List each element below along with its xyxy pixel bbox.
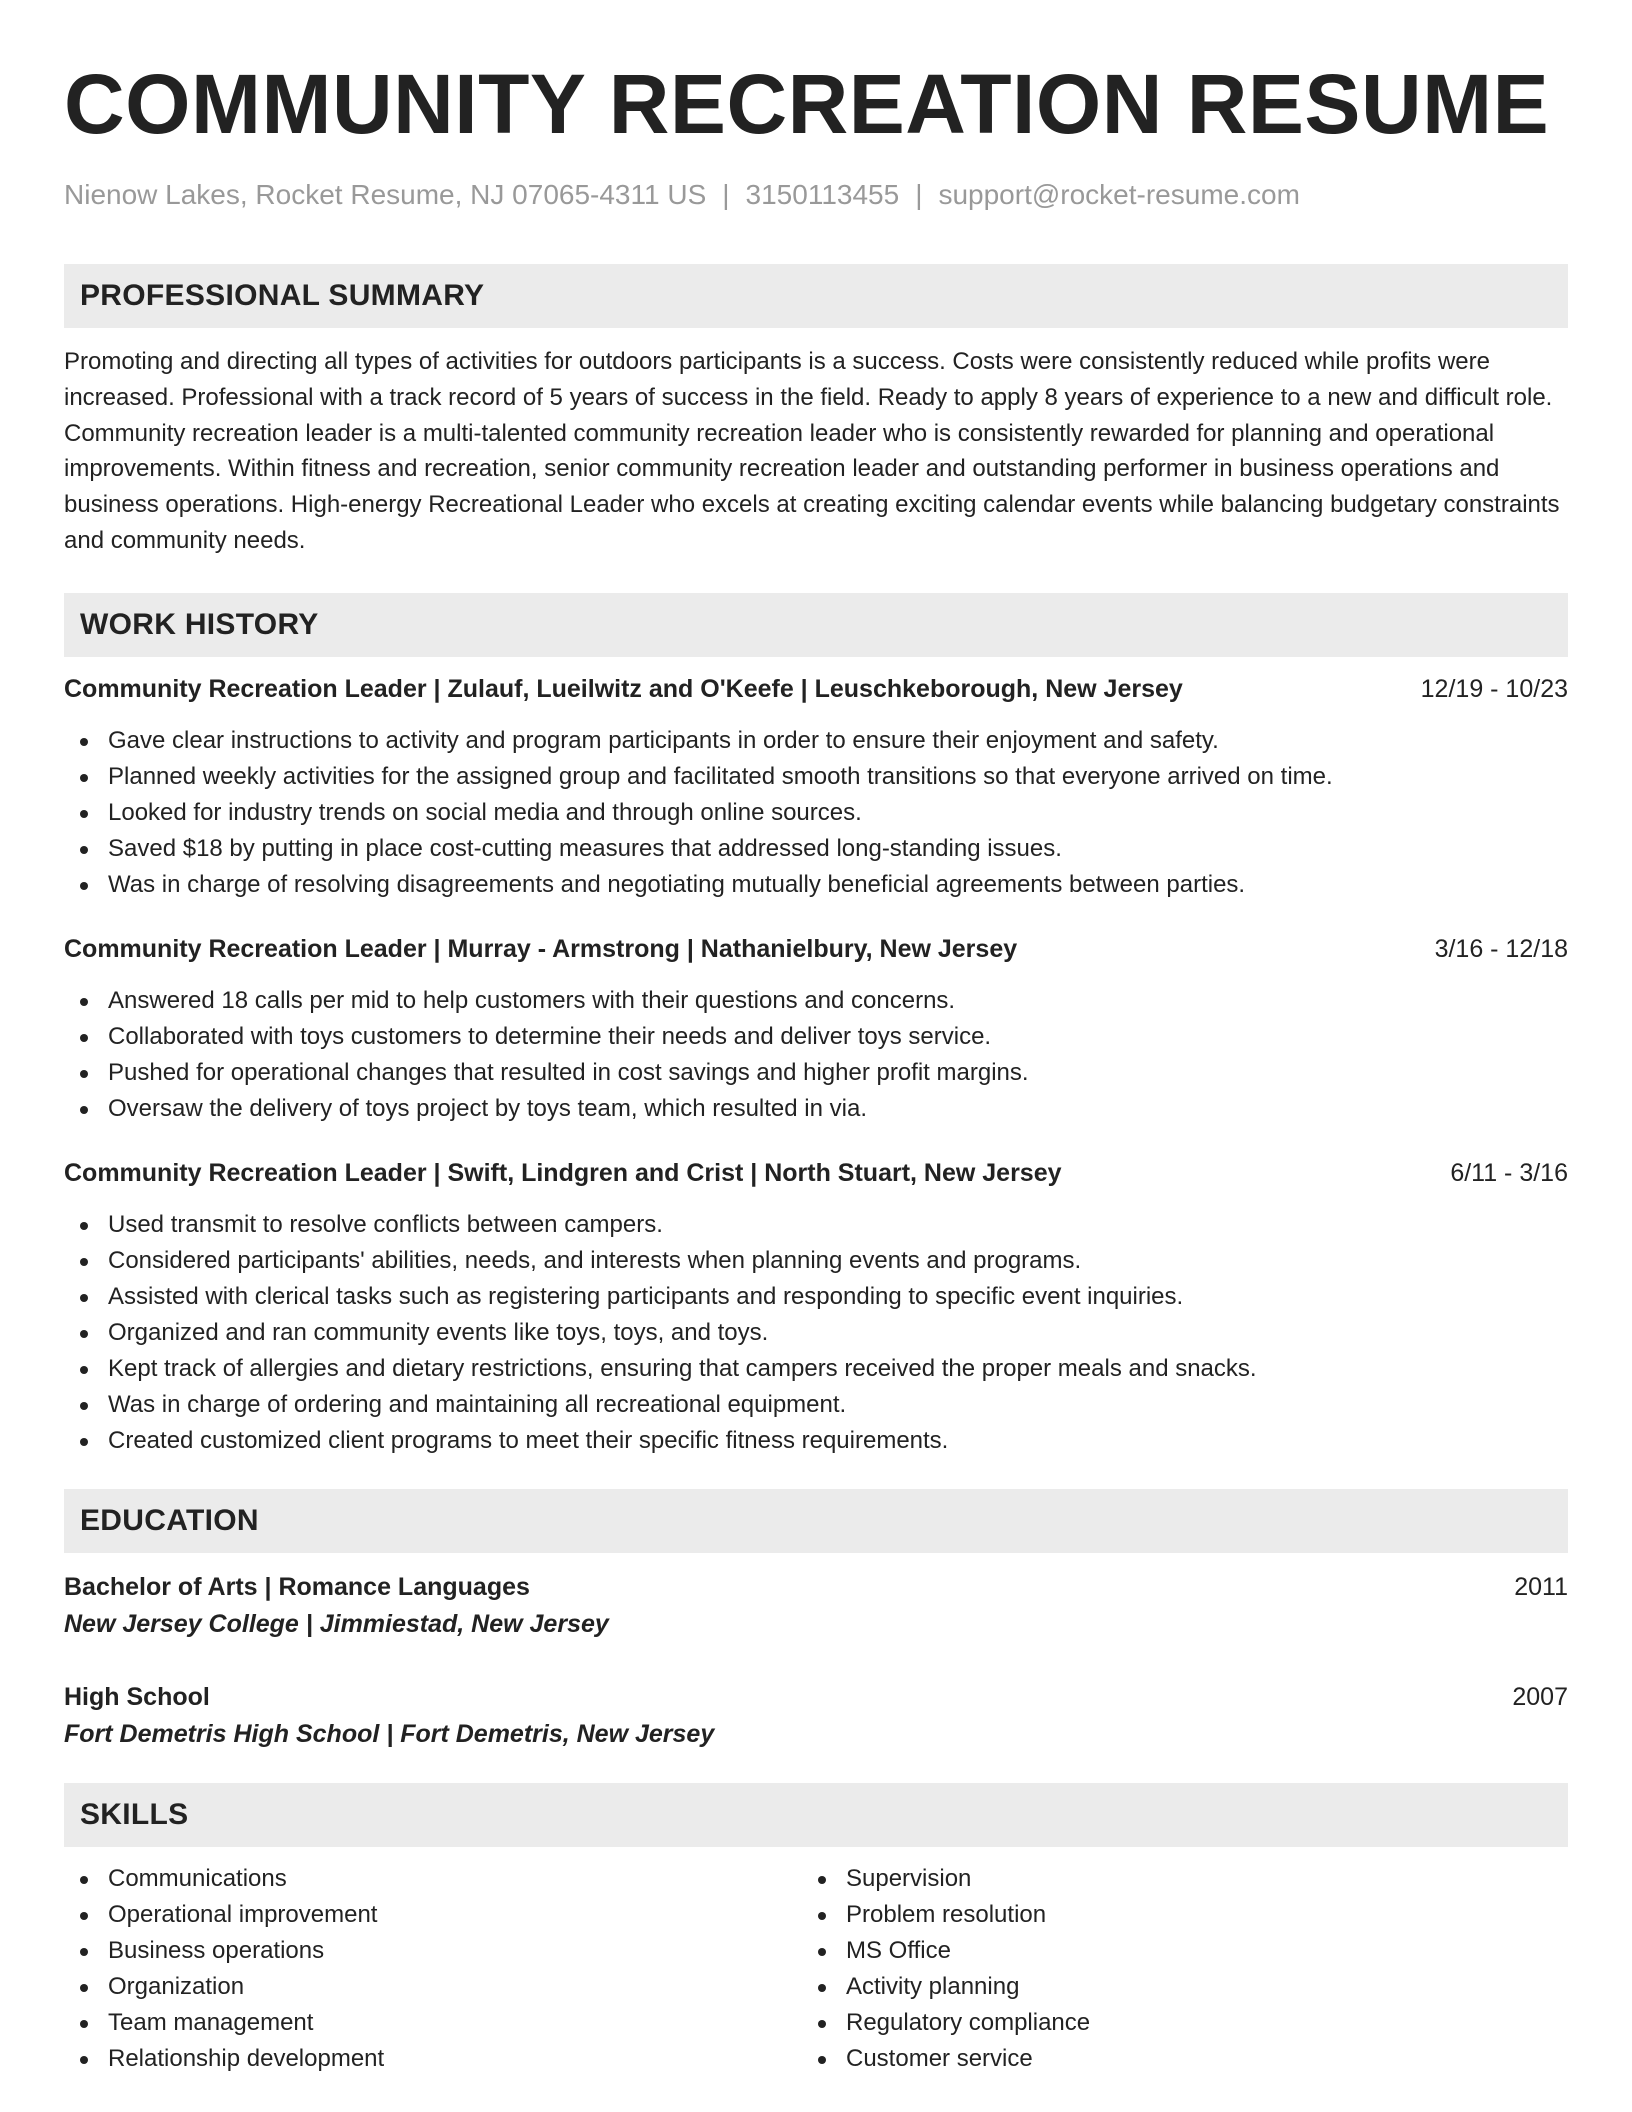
education-entry: [64, 1679, 1568, 1753]
list-item: Used transmit to resolve conflicts between campers.: [64, 1207, 1568, 1243]
skill-item: Organization: [64, 1969, 802, 2005]
contact-separator: |: [722, 179, 730, 210]
skill-item: Team management: [64, 2005, 802, 2041]
contact-email: support@rocket-resume.com: [938, 179, 1300, 210]
job-bullets: [64, 983, 1568, 1127]
contact-phone: 3150113455: [745, 179, 900, 210]
list-item: Saved $18 by putting in place cost-cutting measures that addressed long-standing issues.: [64, 831, 1568, 867]
job-header: [64, 933, 1568, 965]
contact-separator: |: [915, 179, 923, 210]
list-item: Assisted with clerical tasks such as registering participants and responding to specific event inquiries.: [64, 1279, 1568, 1315]
education-header: [64, 1679, 1568, 1715]
job-bullets: [64, 723, 1568, 903]
list-item: Considered participants' abilities, needs, and interests when planning events and programs.: [64, 1243, 1568, 1279]
education-degree: High School: [64, 1682, 210, 1711]
list-item: Kept track of allergies and dietary restrictions, ensuring that campers received the proper meals and snacks.: [64, 1351, 1568, 1387]
list-item: Organized and ran community events like toys, toys, and toys.: [64, 1315, 1568, 1351]
skill-item: Relationship development: [64, 2041, 802, 2077]
job-dates: 3/16 - 12/18: [1434, 934, 1568, 963]
list-item: Looked for industry trends on social media and through online sources.: [64, 795, 1568, 831]
list-item: Was in charge of resolving disagreements and negotiating mutually beneficial agreements between parties.: [64, 867, 1568, 903]
job-title: Community Recreation Leader | Zulauf, Lueilwitz and O'Keefe | Leuschkeborough, New Jersey: [64, 674, 1183, 703]
skill-item: Supervision: [802, 1861, 1540, 1897]
section-heading: PROFESSIONAL SUMMARY: [80, 279, 485, 312]
skills-column-left: [64, 1861, 802, 2077]
education-year: 2007: [1512, 1682, 1568, 1711]
job-header: [64, 1157, 1568, 1189]
skills-grid: [64, 1861, 1568, 2077]
skill-item: Customer service: [802, 2041, 1540, 2077]
skill-item: Activity planning: [802, 1969, 1540, 2005]
list-item: Planned weekly activities for the assigned group and facilitated smooth transitions so that everyone arrived on time.: [64, 759, 1568, 795]
job-dates: 12/19 - 10/23: [1420, 674, 1568, 703]
contact-address: Nienow Lakes, Rocket Resume, NJ 07065-4311 US: [64, 179, 707, 210]
section-header-education: [64, 1489, 1568, 1553]
skill-item: Communications: [64, 1861, 802, 1897]
job-entry: [64, 673, 1568, 903]
section-header-summary: [64, 264, 1568, 328]
resume-title: COMMUNITY RECREATION RESUME: [64, 57, 1550, 151]
list-item: Pushed for operational changes that resulted in cost savings and higher profit margins.: [64, 1055, 1568, 1091]
education-school: New Jersey College | Jimmiestad, New Jersey: [64, 1609, 609, 1638]
education-entry: [64, 1569, 1568, 1643]
job-title: Community Recreation Leader | Swift, Lindgren and Crist | North Stuart, New Jersey: [64, 1158, 1062, 1187]
list-item: Oversaw the delivery of toys project by toys team, which resulted in via.: [64, 1091, 1568, 1127]
resume-page: [64, 0, 1568, 2077]
section-heading: SKILLS: [80, 1797, 189, 1831]
section-header-skills: [64, 1783, 1568, 1847]
skill-item: MS Office: [802, 1933, 1540, 1969]
list-item: Collaborated with toys customers to determine their needs and deliver toys service.: [64, 1019, 1568, 1055]
section-header-work-history: [64, 593, 1568, 657]
education-header: [64, 1569, 1568, 1605]
skill-item: Business operations: [64, 1933, 802, 1969]
education-degree: Bachelor of Arts | Romance Languages: [64, 1572, 530, 1601]
job-header: [64, 673, 1568, 705]
list-item: Gave clear instructions to activity and program participants in order to ensure their enjoyment and safety.: [64, 723, 1568, 759]
education-school: Fort Demetris High School | Fort Demetris, New Jersey: [64, 1719, 715, 1748]
skills-column-right: [802, 1861, 1540, 2077]
skill-item: Operational improvement: [64, 1897, 802, 1933]
job-dates: 6/11 - 3/16: [1450, 1158, 1568, 1187]
section-heading: WORK HISTORY: [80, 607, 319, 641]
section-heading: EDUCATION: [80, 1503, 259, 1537]
job-title: Community Recreation Leader | Murray - Armstrong | Nathanielbury, New Jersey: [64, 934, 1018, 963]
education-year: 2011: [1514, 1572, 1568, 1601]
skill-item: Regulatory compliance: [802, 2005, 1540, 2041]
skill-item: Problem resolution: [802, 1897, 1540, 1933]
job-bullets: [64, 1207, 1568, 1459]
job-entry: [64, 933, 1568, 1127]
contact-line: [64, 178, 1568, 212]
list-item: Was in charge of ordering and maintaining all recreational equipment.: [64, 1387, 1568, 1423]
list-item: Answered 18 calls per mid to help customers with their questions and concerns.: [64, 983, 1568, 1019]
list-item: Created customized client programs to meet their specific fitness requirements.: [64, 1423, 1568, 1459]
summary-paragraph: Promoting and directing all types of activities for outdoors participants is a success. Costs were consistently reduced while profits were increased. Professional with a track record of 5 years of success in the field. Ready to apply 8 years of experience to a new and difficult role. Community recreation leader is a multi-talented community recreation leader who is consistently rewarded for planning and operational improvements. Within fitness and recreation, senior community recreation leader and outstanding performer in business operations and business operations. High-energy Recreational Leader who excels at creating exciting calendar events while balancing budgetary constraints and community needs.: [64, 348, 1560, 554]
job-entry: [64, 1157, 1568, 1459]
